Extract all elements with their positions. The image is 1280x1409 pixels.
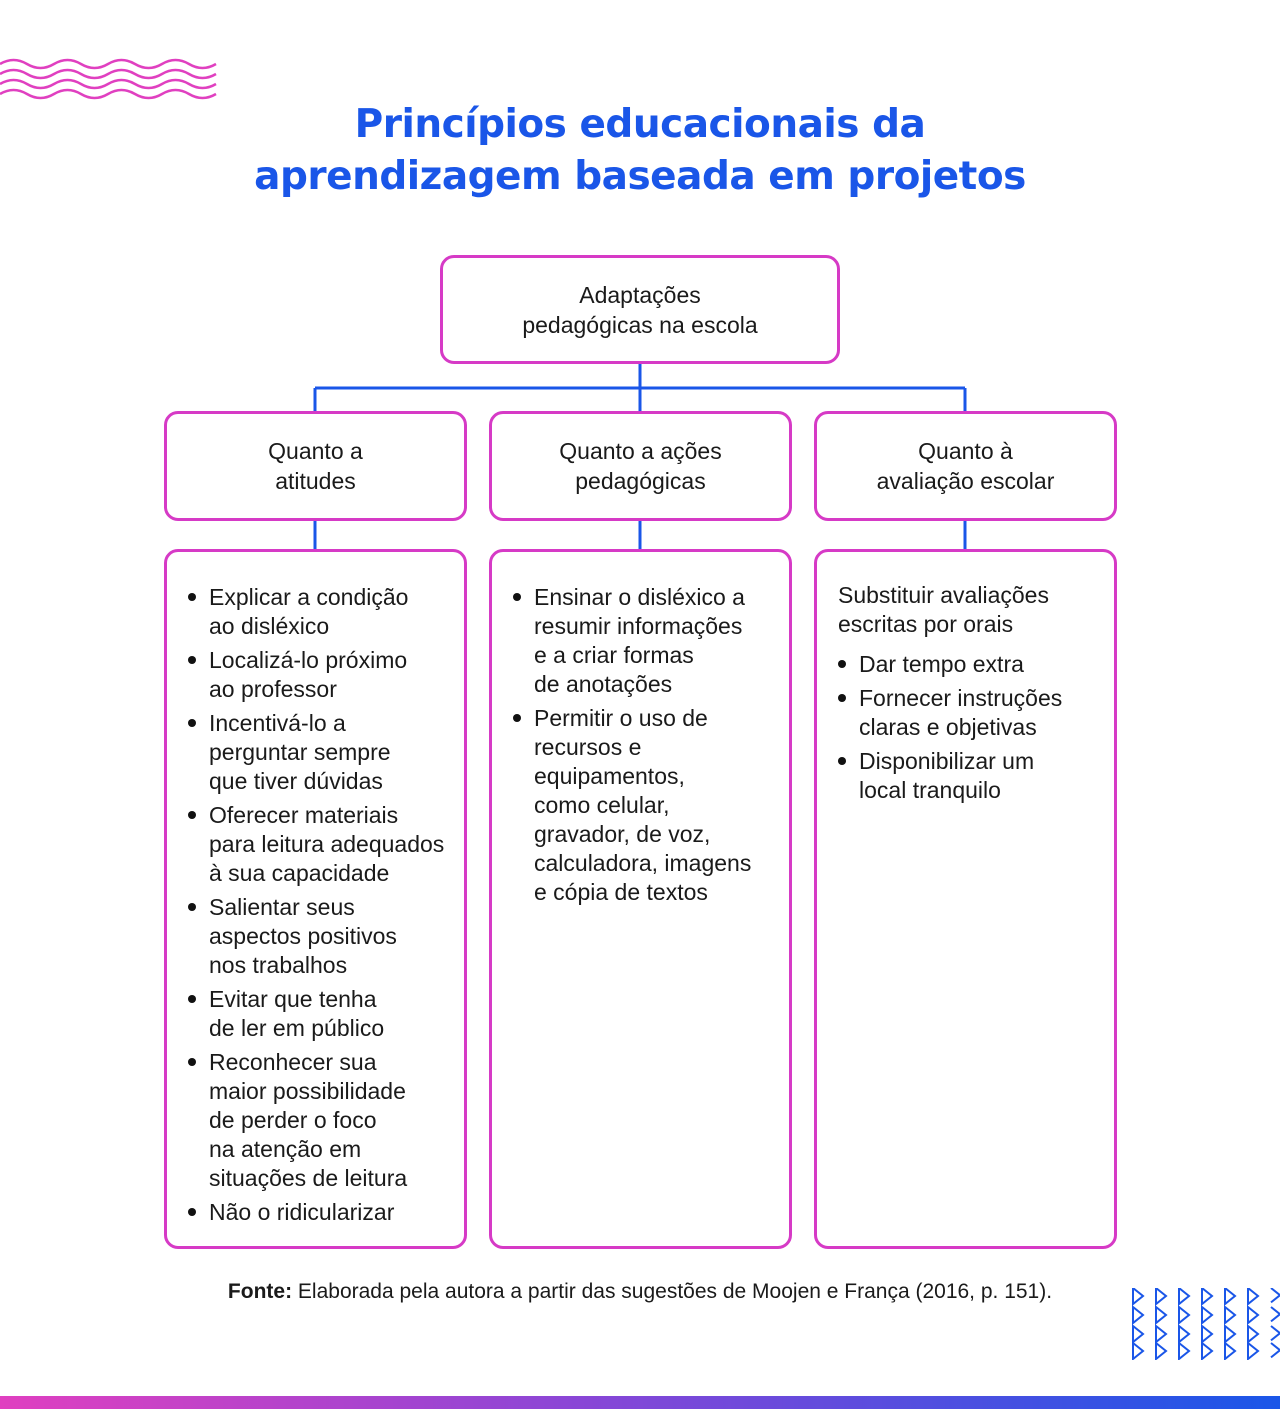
source-label: Fonte: bbox=[227, 1280, 293, 1303]
list-item: Reconhecer sua maior possibilidade de perder o foco na atenção em situações de leitura bbox=[188, 1048, 456, 1193]
content-pedagogical-actions bbox=[489, 549, 792, 1249]
heading-attitudes bbox=[164, 411, 467, 521]
list-item: Salientar seus aspectos positivos nos trabalhos bbox=[188, 893, 456, 980]
gradient-footer-bar bbox=[0, 1396, 1280, 1409]
pedagogical-actions-list bbox=[513, 583, 781, 907]
list-item: Disponibilizar um local tranquilo bbox=[838, 747, 1106, 805]
list-item: Fornecer instruções claras e objetivas bbox=[838, 684, 1106, 742]
root-node-label: Adaptações pedagógicas na escola bbox=[522, 281, 758, 338]
heading-school-assessment bbox=[814, 411, 1117, 521]
list-item: Ensinar o disléxico a resumir informações e a criar formas de anotações bbox=[513, 583, 781, 699]
list-item: Incentivá-lo a perguntar sempre que tiver dúvidas bbox=[188, 709, 456, 796]
heading-label: Quanto a atitudes bbox=[268, 438, 363, 494]
assessment-intro: Substituir avaliações escritas por orais bbox=[838, 582, 1049, 637]
source-note bbox=[0, 1280, 1280, 1304]
source-text: Elaborada pela autora a partir das sugestões de Moojen e França (2016, p. 151). bbox=[292, 1280, 1053, 1303]
page-title-line-1: Princípios educacionais da bbox=[354, 102, 926, 147]
content-school-assessment bbox=[814, 549, 1117, 1249]
list-item: Permitir o uso de recursos e equipamentos, como celular, gravador, de voz, calculadora, imagens e cópia de textos bbox=[513, 704, 781, 907]
list-item: Explicar a condição ao disléxico bbox=[188, 583, 456, 641]
list-item: Localizá-lo próximo ao professor bbox=[188, 646, 456, 704]
list-item: Evitar que tenha de ler em público bbox=[188, 985, 456, 1043]
heading-label: Quanto à avaliação escolar bbox=[876, 438, 1055, 494]
list-item: Dar tempo extra bbox=[838, 650, 1106, 679]
page-title-line-2: aprendizagem baseada em projetos bbox=[254, 154, 1026, 199]
attitudes-list bbox=[188, 583, 456, 1227]
list-item: Oferecer materiais para leitura adequados à sua capacidade bbox=[188, 801, 456, 888]
heading-pedagogical-actions bbox=[489, 411, 792, 521]
triangle-pattern-decoration bbox=[1130, 1288, 1280, 1360]
list-item: Não o ridicularizar bbox=[188, 1198, 456, 1227]
heading-label: Quanto a ações pedagógicas bbox=[559, 438, 722, 494]
assessment-list bbox=[838, 650, 1106, 805]
content-attitudes bbox=[164, 549, 467, 1249]
root-node bbox=[440, 255, 840, 364]
